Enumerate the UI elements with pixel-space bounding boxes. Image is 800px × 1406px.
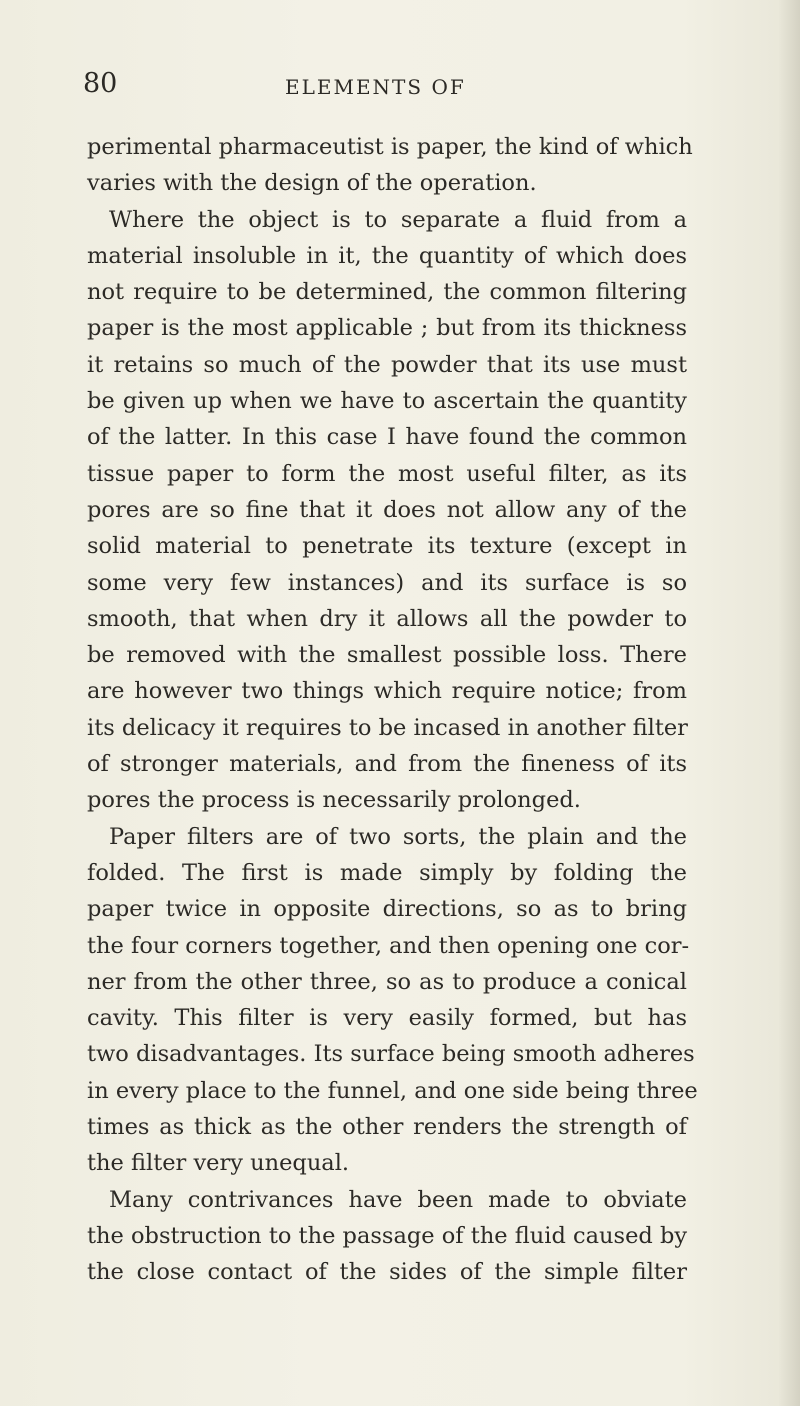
text-line: the close contact of the sides of the simple filter — [87, 1259, 687, 1286]
text-line: solid material to penetrate its texture (except in — [87, 533, 687, 560]
text-line: folded. The first is made simply by folding the — [87, 859, 687, 886]
text-line: smooth, that when dry it allows all the powder to — [87, 605, 687, 632]
text-line: be removed with the smallest possible loss. There — [87, 642, 687, 669]
text-line: tissue paper to form the most useful filter, as its — [87, 460, 687, 487]
text-line: cavity. This filter is very easily formed, but has — [87, 1005, 687, 1032]
text-line: material insoluble in it, the quantity of which does — [87, 242, 687, 269]
text-line: of the latter. In this case I have found the common — [87, 424, 687, 451]
text-line: varies with the design of the operation. — [87, 170, 537, 197]
body-text — [87, 129, 698, 1291]
text-line: times as thick as the other renders the strength of — [87, 1114, 687, 1141]
text-line: of stronger materials, and from the fineness of its — [87, 751, 687, 778]
page-edge-shadow — [778, 0, 800, 1406]
text-line: the filter very unequal. — [87, 1150, 350, 1177]
text-line: two disadvantages. Its surface being smooth adheres — [87, 1041, 695, 1068]
paragraph-start-line: Where the object is to separate a fluid from a — [109, 206, 687, 233]
text-line: not require to be determined, the common filtering — [87, 279, 687, 306]
text-line: pores the process is necessarily prolonged. — [87, 787, 581, 814]
text-line: be given up when we have to ascertain the quantity — [87, 388, 687, 415]
text-line: its delicacy it requires to be incased in another filter — [87, 714, 688, 741]
text-line: paper twice in opposite directions, so as to bring — [87, 896, 687, 923]
text-line: perimental pharmaceutist is paper, the kind of which — [87, 134, 693, 160]
paragraph-start-line: Many contrivances have been made to obviate — [109, 1186, 687, 1213]
text-line: in every place to the funnel, and one side being three — [87, 1077, 698, 1104]
text-line: it retains so much of the powder that its use must — [87, 351, 687, 378]
text-line: some very few instances) and its surface is so — [87, 569, 687, 596]
text-line: the four corners together, and then opening one cor- — [87, 932, 690, 959]
text-line: paper is the most applicable ; but from its thickness — [87, 315, 687, 342]
text-line: the obstruction to the passage of the fluid caused by — [87, 1222, 688, 1249]
page-number: 80 — [83, 68, 118, 99]
running-head: ELEMENTS OF — [285, 75, 466, 99]
paragraph-start-line: Paper filters are of two sorts, the plain and the — [109, 823, 687, 850]
text-line: ner from the other three, so as to produce a conical — [87, 968, 687, 995]
text-line: are however two things which require notice; from — [87, 678, 687, 705]
text-line: pores are so fine that it does not allow any of the — [87, 496, 687, 523]
